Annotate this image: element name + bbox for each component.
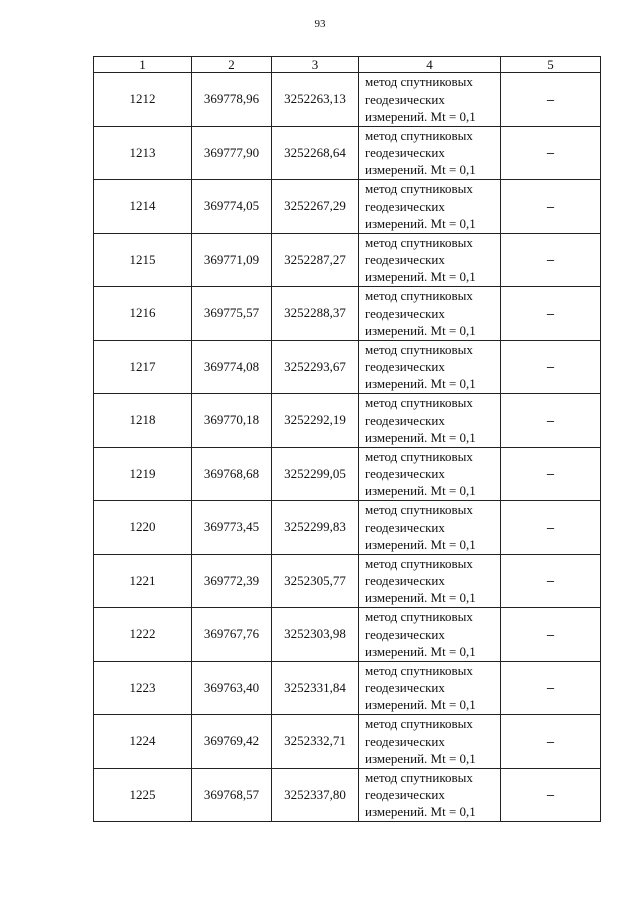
method-line: метод спутниковых	[365, 395, 473, 411]
point-number-cell: 1219	[94, 447, 192, 501]
y-coordinate-cell: 3252268,64	[272, 126, 359, 180]
method-line: геодезических	[365, 626, 445, 642]
point-number-cell: 1213	[94, 126, 192, 180]
table-row	[94, 126, 601, 180]
table-row	[94, 608, 601, 662]
method-line: измерений. Mt = 0,1	[365, 697, 476, 713]
page-number: 93	[314, 18, 326, 30]
method-cell	[359, 287, 501, 341]
table-row	[94, 340, 601, 394]
method-line: измерений. Mt = 0,1	[365, 269, 476, 285]
table-row	[94, 233, 601, 287]
method-line: геодезических	[365, 412, 445, 428]
coordinates-table	[93, 56, 601, 822]
x-coordinate-cell: 369763,40	[192, 661, 272, 715]
method-line: геодезических	[365, 519, 445, 535]
table-row	[94, 715, 601, 769]
method-line: геодезических	[365, 305, 445, 321]
method-line: измерений. Mt = 0,1	[365, 750, 476, 766]
method-line: метод спутниковых	[365, 74, 473, 90]
y-coordinate-cell: 3252303,98	[272, 608, 359, 662]
method-line: геодезических	[365, 787, 445, 803]
method-line: измерений. Mt = 0,1	[365, 590, 476, 606]
y-coordinate-cell: 3252332,71	[272, 715, 359, 769]
method-cell	[359, 501, 501, 555]
method-cell	[359, 233, 501, 287]
method-cell	[359, 554, 501, 608]
method-line: геодезических	[365, 252, 445, 268]
note-cell: –	[501, 287, 601, 341]
point-number-cell: 1214	[94, 180, 192, 234]
point-number-cell: 1224	[94, 715, 192, 769]
method-line: метод спутниковых	[365, 127, 473, 143]
x-coordinate-cell: 369767,76	[192, 608, 272, 662]
y-coordinate-cell: 3252287,27	[272, 233, 359, 287]
method-line: геодезических	[365, 573, 445, 589]
method-line: измерений. Mt = 0,1	[365, 162, 476, 178]
method-line: измерений. Mt = 0,1	[365, 376, 476, 392]
method-line: метод спутниковых	[365, 448, 473, 464]
x-coordinate-cell: 369768,68	[192, 447, 272, 501]
method-line: измерений. Mt = 0,1	[365, 322, 476, 338]
note-cell: –	[501, 661, 601, 715]
y-coordinate-cell: 3252299,83	[272, 501, 359, 555]
note-cell: –	[501, 608, 601, 662]
y-coordinate-cell: 3252299,05	[272, 447, 359, 501]
note-cell: –	[501, 126, 601, 180]
y-coordinate-cell: 3252263,13	[272, 73, 359, 127]
x-coordinate-cell: 369768,57	[192, 768, 272, 822]
x-coordinate-cell: 369774,08	[192, 340, 272, 394]
method-line: метод спутниковых	[365, 662, 473, 678]
note-cell: –	[501, 340, 601, 394]
method-line: геодезических	[365, 91, 445, 107]
column-header-3: 3	[272, 57, 359, 73]
x-coordinate-cell: 369770,18	[192, 394, 272, 448]
column-header-4: 4	[359, 57, 501, 73]
column-header-2: 2	[192, 57, 272, 73]
point-number-cell: 1215	[94, 233, 192, 287]
x-coordinate-cell: 369775,57	[192, 287, 272, 341]
point-number-cell: 1225	[94, 768, 192, 822]
note-cell: –	[501, 394, 601, 448]
method-cell	[359, 715, 501, 769]
note-cell: –	[501, 73, 601, 127]
table-header-row	[94, 57, 601, 73]
method-line: измерений. Mt = 0,1	[365, 215, 476, 231]
method-line: геодезических	[365, 733, 445, 749]
note-cell: –	[501, 554, 601, 608]
column-header-5: 5	[501, 57, 601, 73]
point-number-cell: 1223	[94, 661, 192, 715]
point-number-cell: 1216	[94, 287, 192, 341]
point-number-cell: 1221	[94, 554, 192, 608]
column-header-1: 1	[94, 57, 192, 73]
point-number-cell: 1212	[94, 73, 192, 127]
method-line: метод спутниковых	[365, 716, 473, 732]
table-row	[94, 501, 601, 555]
method-cell	[359, 768, 501, 822]
x-coordinate-cell: 369771,09	[192, 233, 272, 287]
method-line: метод спутниковых	[365, 609, 473, 625]
x-coordinate-cell: 369774,05	[192, 180, 272, 234]
point-number-cell: 1217	[94, 340, 192, 394]
table-row	[94, 180, 601, 234]
x-coordinate-cell: 369778,96	[192, 73, 272, 127]
x-coordinate-cell: 369773,45	[192, 501, 272, 555]
table-row	[94, 394, 601, 448]
method-line: метод спутниковых	[365, 502, 473, 518]
point-number-cell: 1220	[94, 501, 192, 555]
note-cell: –	[501, 180, 601, 234]
method-cell	[359, 73, 501, 127]
x-coordinate-cell: 369769,42	[192, 715, 272, 769]
method-line: метод спутниковых	[365, 288, 473, 304]
y-coordinate-cell: 3252337,80	[272, 768, 359, 822]
note-cell: –	[501, 768, 601, 822]
method-cell	[359, 126, 501, 180]
method-line: измерений. Mt = 0,1	[365, 643, 476, 659]
method-cell	[359, 661, 501, 715]
note-cell: –	[501, 501, 601, 555]
method-line: геодезических	[365, 680, 445, 696]
method-line: измерений. Mt = 0,1	[365, 429, 476, 445]
y-coordinate-cell: 3252288,37	[272, 287, 359, 341]
note-cell: –	[501, 233, 601, 287]
method-line: метод спутниковых	[365, 555, 473, 571]
table-row	[94, 554, 601, 608]
method-line: метод спутниковых	[365, 769, 473, 785]
method-cell	[359, 608, 501, 662]
method-cell	[359, 447, 501, 501]
table-row	[94, 287, 601, 341]
method-line: метод спутниковых	[365, 234, 473, 250]
method-line: измерений. Mt = 0,1	[365, 804, 476, 820]
method-line: измерений. Mt = 0,1	[365, 108, 476, 124]
point-number-cell: 1222	[94, 608, 192, 662]
y-coordinate-cell: 3252292,19	[272, 394, 359, 448]
y-coordinate-cell: 3252305,77	[272, 554, 359, 608]
method-line: метод спутниковых	[365, 341, 473, 357]
table-row	[94, 661, 601, 715]
method-line: геодезических	[365, 466, 445, 482]
method-line: геодезических	[365, 198, 445, 214]
table-row	[94, 768, 601, 822]
method-line: измерений. Mt = 0,1	[365, 483, 476, 499]
note-cell: –	[501, 715, 601, 769]
method-cell	[359, 394, 501, 448]
method-line: измерений. Mt = 0,1	[365, 536, 476, 552]
y-coordinate-cell: 3252331,84	[272, 661, 359, 715]
x-coordinate-cell: 369772,39	[192, 554, 272, 608]
method-cell	[359, 340, 501, 394]
point-number-cell: 1218	[94, 394, 192, 448]
table-row	[94, 73, 601, 127]
method-line: геодезических	[365, 145, 445, 161]
method-line: метод спутниковых	[365, 181, 473, 197]
note-cell: –	[501, 447, 601, 501]
y-coordinate-cell: 3252267,29	[272, 180, 359, 234]
table-row	[94, 447, 601, 501]
x-coordinate-cell: 369777,90	[192, 126, 272, 180]
y-coordinate-cell: 3252293,67	[272, 340, 359, 394]
method-cell	[359, 180, 501, 234]
method-line: геодезических	[365, 359, 445, 375]
